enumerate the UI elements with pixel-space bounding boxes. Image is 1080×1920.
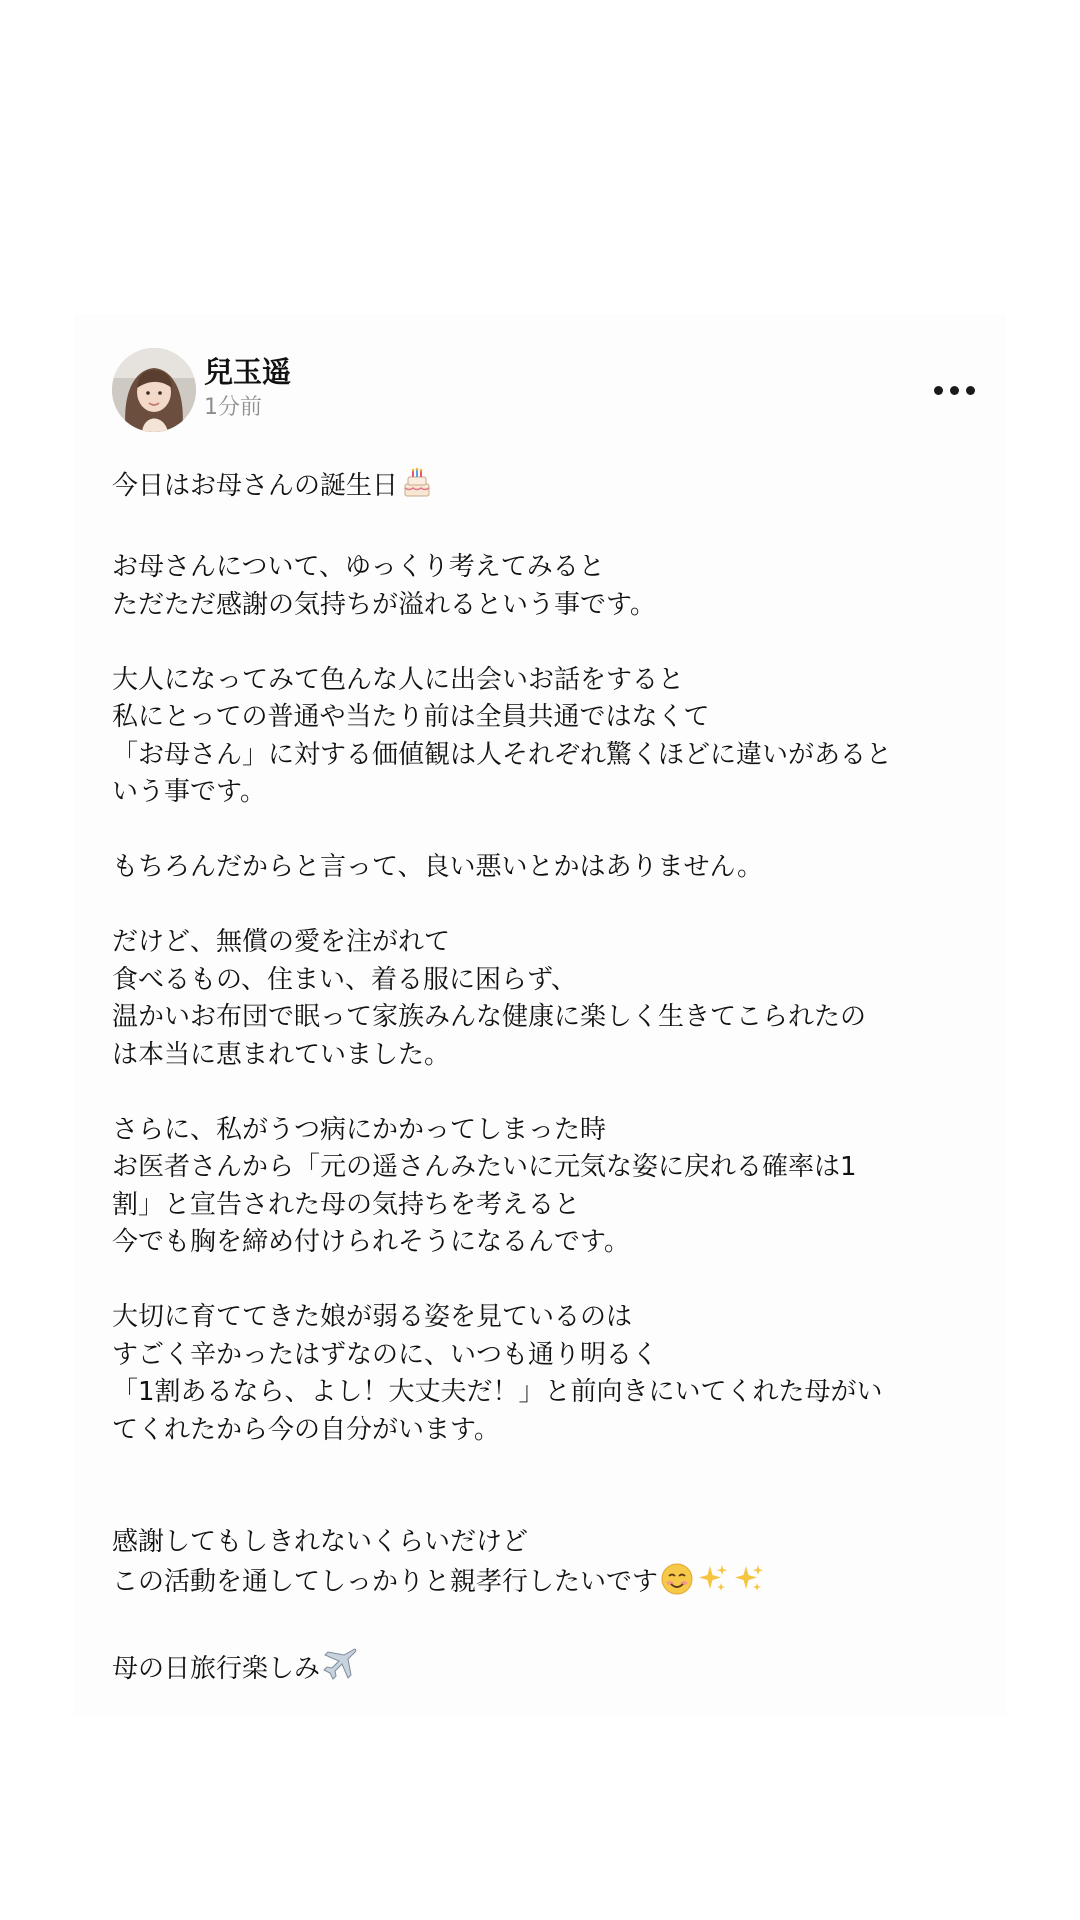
post-paragraph: もちろんだからと言って、良い悪いとかはありません。	[112, 852, 764, 882]
avatar[interactable]	[112, 348, 196, 432]
sparkles-icon	[732, 1562, 766, 1608]
post-paragraph: 大人になってみて色んな人に出会いお話をすると 私にとっての普通や当たり前は全員共通ではなくて 「お母さん」に対する価値観は人それぞれ驚くほどに違いがあると いう事です。	[112, 664, 893, 807]
avatar-photo	[112, 348, 196, 432]
post-header	[112, 348, 992, 432]
post-body	[112, 466, 982, 1694]
smiling-face-icon	[660, 1562, 694, 1608]
post-timestamp: 1分前	[204, 395, 262, 420]
more-horizontal-icon	[934, 386, 943, 395]
birthday-cake-icon	[400, 466, 434, 512]
post-paragraph: 今日はお母さんの誕生日	[112, 466, 982, 512]
post-paragraph: だけど、無償の愛を注がれて 食べるもの、住まい、着る服に困らず、 温かいお布団で眠って家族みんな健康に楽しく生きてこられたの は本当に恵まれていました。	[112, 927, 867, 1070]
post-paragraph: お母さんについて、ゆっくり考えてみると ただただ感謝の気持ちが溢れるという事です。	[112, 552, 656, 620]
post-paragraph: 母の日旅行楽しみ	[112, 1645, 982, 1695]
post-paragraph: さらに、私がうつ病にかかってしまった時 お医者さんから「元の遥さんみたいに元気な姿に戻れる確率は1 割」と宣告された母の気持ちを考えると 今でも胸を締め付けられそうになるんです。	[112, 1114, 857, 1257]
airplane-icon	[322, 1645, 360, 1695]
more-horizontal-icon-dot	[966, 386, 975, 395]
post-paragraph: 大切に育ててきた娘が弱る姿を見ているのは すごく辛かったはずなのに、いつも通り明るく 「1割あるなら、よし！大丈夫だ！」と前向きにいてくれた母がい てくれたから今の自分がいます。	[112, 1302, 883, 1445]
more-horizontal-icon-dot	[950, 386, 959, 395]
sparkles-icon	[696, 1562, 730, 1608]
more-options-button[interactable]	[924, 374, 984, 406]
post-paragraph: 感謝してもしきれないくらいだけど この活動を通してしっかりと親孝行したいです	[112, 1524, 982, 1607]
author-name[interactable]: 兒玉遥	[204, 355, 292, 389]
